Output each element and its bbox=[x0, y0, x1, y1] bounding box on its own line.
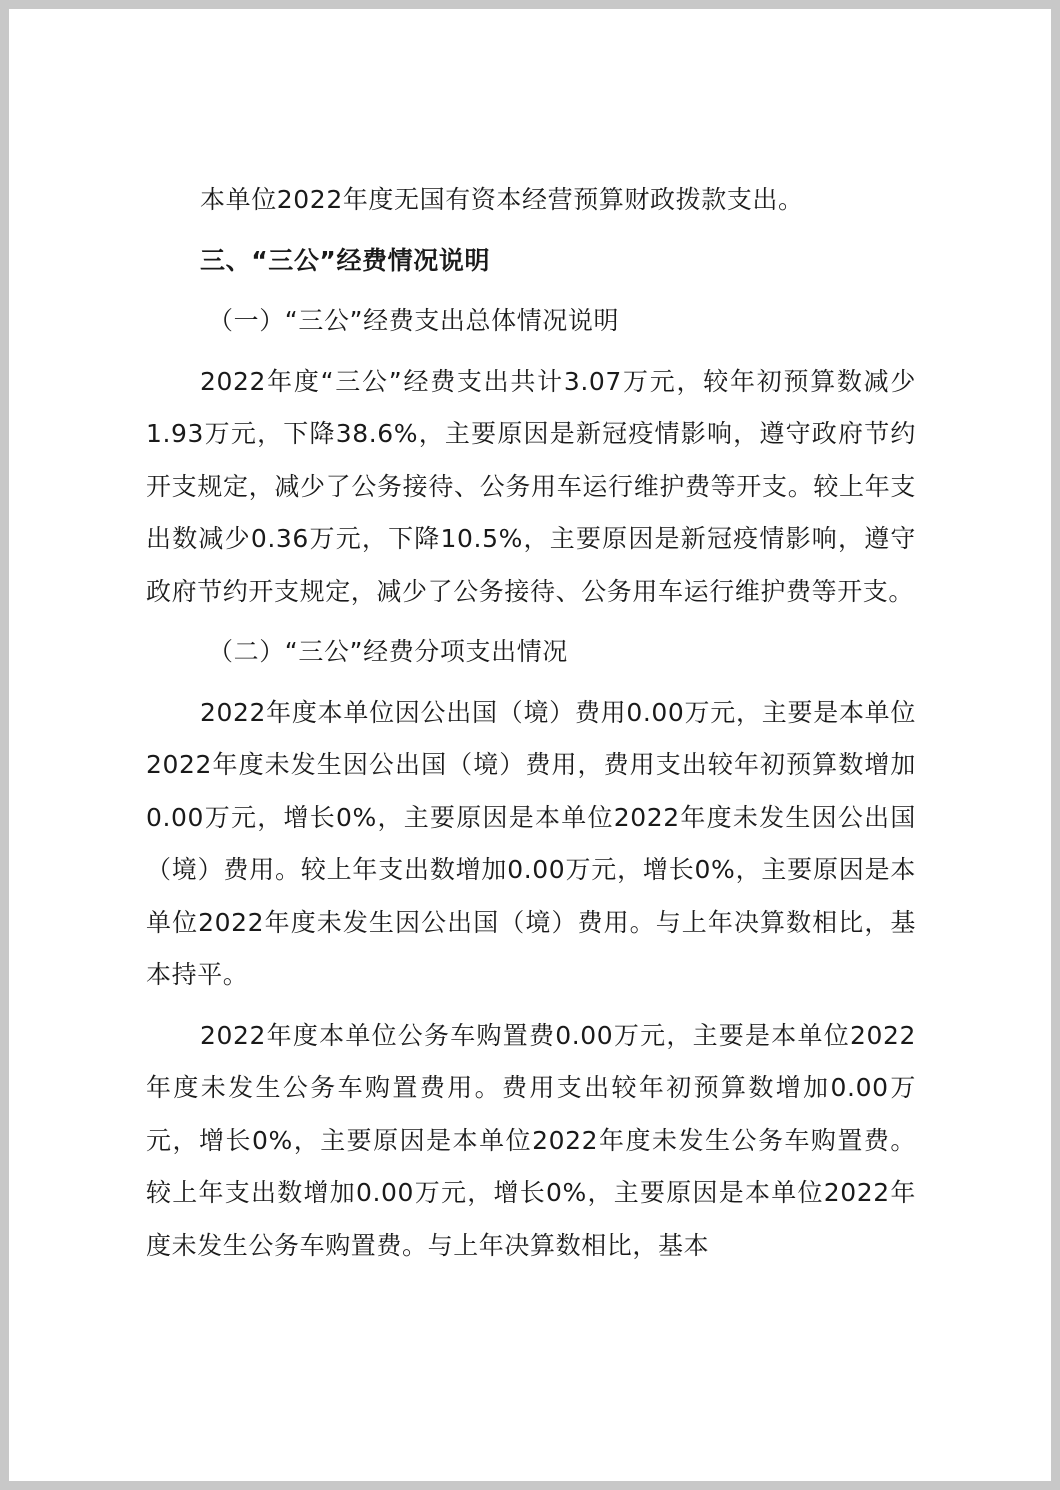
section-heading-three-public: 三、“三公”经费情况说明 bbox=[200, 245, 491, 275]
subsection-heading-itemized: （二）“三公”经费分项支出情况 bbox=[208, 637, 568, 666]
paragraph-vehicle-purchase: 2022年度本单位公务车购置费0.00万元，主要是本单位2022年度未发生公务车购置费用。费用支出较年初预算数增加0.00万元，增长0%，主要原因是本单位2022年度未发生公务车购置费。较上年支出数增加0.00万元，增长0%，主要原因是本单位2022年度未发生公务车购置费。与上年决算数相比，基本 bbox=[146, 1020, 916, 1260]
document-body bbox=[146, 174, 916, 1272]
document-page bbox=[9, 9, 1051, 1481]
paragraph-overall-expenditure: 2022年度“三公”经费支出共计3.07万元，较年初预算数减少1.93万元，下降38.6%，主要原因是新冠疫情影响，遵守政府节约开支规定，减少了公务接待、公务用车运行维护费等开支。较上年支出数减少0.36万元，下降10.5%，主要原因是新冠疫情影响，遵守政府节约开支规定，减少了公务接待、公务用车运行维护费等开支。 bbox=[146, 366, 916, 606]
paragraph-overseas-travel: 2022年度本单位因公出国（境）费用0.00万元，主要是本单位2022年度未发生因公出国（境）费用，费用支出较年初预算数增加0.00万元，增长0%，主要原因是本单位2022年度未发生因公出国（境）费用。较上年支出数增加0.00万元，增长0%，主要原因是本单位2022年度未发生因公出国（境）费用。与上年决算数相比，基本持平。 bbox=[146, 697, 916, 989]
paragraph-state-capital-budget: 本单位2022年度无国有资本经营预算财政拨款支出。 bbox=[200, 185, 804, 214]
subsection-heading-overall: （一）“三公”经费支出总体情况说明 bbox=[208, 306, 620, 335]
